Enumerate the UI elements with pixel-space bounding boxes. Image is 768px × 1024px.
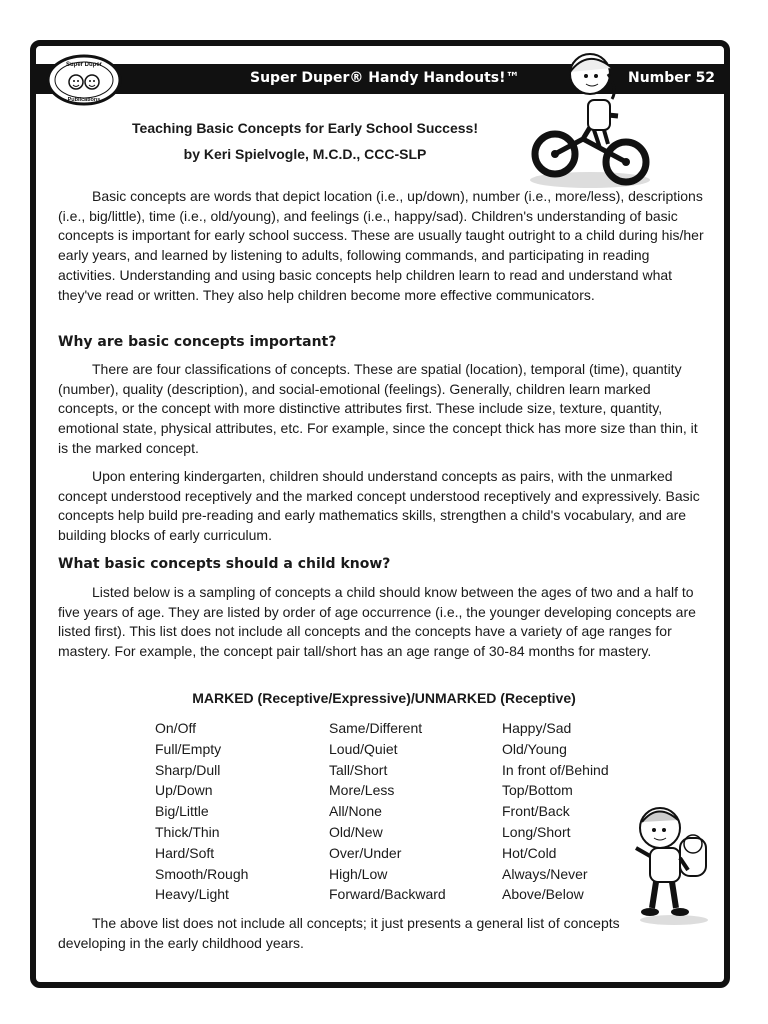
- paragraph-sampling: Listed below is a sampling of concepts a child should know between the ages of two and a half to five years of age. They are listed by order of age occurrence (i.e., the younger developing concepts are listed first). This list does not include all concepts and the concepts have a variety of age ranges for mastery. For example, the concept pair tall/short has an age range of 30-84 months for mastery.: [58, 584, 696, 660]
- concept-pair: Always/Never: [502, 865, 588, 882]
- concept-pair: High/Low: [329, 865, 388, 882]
- handout-series-title: Super Duper® Handy Handouts!™: [250, 70, 520, 86]
- concept-pair: All/None: [329, 803, 382, 820]
- concept-pair: Sharp/Dull: [155, 761, 221, 778]
- concept-column-2: [329, 718, 446, 905]
- concept-pair: Old/Young: [502, 740, 567, 757]
- concept-pair: Hot/Cold: [502, 844, 557, 861]
- concept-pair: Above/Below: [502, 886, 584, 903]
- paragraph-classifications: There are four classifications of concepts. These are spatial (location), temporal (time), quantity (number), quality (description), and social-emotional (feelings). Generally, children learn marked concepts, or the concept with more distinctive attributes first. These include size, texture, quantity, emotional state, physical attributes, etc. For example, since the concept thick has more size than thin, it is the marked concept.: [58, 361, 698, 456]
- concept-pair: In front of/Behind: [502, 761, 609, 778]
- concept-pair: Forward/Backward: [329, 886, 446, 903]
- intro-paragraph: Basic concepts are words that depict location (i.e., up/down), number (i.e., more/less), descriptions (i.e., big/little), time (i.e., old/young), and feelings (i.e., happy/sad). Children's understanding of basic concepts is important for early school success. These are usually taught outright to a child during his/her early years, and learned by listening to adults, following commands, and participating in reading activities. Understanding and using basic concepts help children learn to read and understand what they've read or written. They also help children become more effective communicators.: [58, 188, 704, 303]
- closing-paragraph: The above list does not include all concepts; it just presents a general list of concepts developing in the early childhood years.: [58, 915, 620, 951]
- concept-pair: Long/Short: [502, 823, 571, 840]
- concept-pair: Smooth/Rough: [155, 865, 249, 882]
- svg-text:Super Duper: Super Duper: [65, 62, 103, 68]
- concept-pair: Hard/Soft: [155, 844, 215, 861]
- paragraph-kindergarten: Upon entering kindergarten, children should understand concepts as pairs, with the unmarked concept understood receptively and the marked concept understood receptively and expressively. Basic concepts help build pre-reading and early mathematics skills, strengthen a child's vocabulary, and are building blocks of early curriculum.: [58, 468, 700, 544]
- concept-pair: Front/Back: [502, 803, 570, 820]
- concept-column-3: [502, 718, 609, 905]
- section-heading-importance: Why are basic concepts important?: [58, 334, 337, 350]
- concept-pair: Same/Different: [329, 720, 423, 736]
- concept-pair: Big/Little: [155, 803, 209, 820]
- concept-pair: Happy/Sad: [502, 720, 572, 736]
- concept-pair: Tall/Short: [329, 761, 388, 778]
- concept-pair: Over/Under: [329, 844, 402, 861]
- concept-pair: Top/Bottom: [502, 782, 573, 799]
- child-hiker-illustration: [630, 800, 714, 926]
- concept-column-1: [155, 718, 248, 905]
- concept-pair: Up/Down: [155, 782, 213, 799]
- super-duper-logo: [46, 54, 122, 106]
- concept-pair: Full/Empty: [155, 740, 222, 757]
- concept-list-heading: MARKED (Receptive/Expressive)/UNMARKED (Receptive): [192, 690, 576, 706]
- article-title: Teaching Basic Concepts for Early School Success!: [132, 120, 478, 136]
- svg-text:Publications: Publications: [67, 97, 101, 103]
- concept-pair: More/Less: [329, 782, 395, 799]
- concept-pair: Thick/Thin: [155, 823, 220, 840]
- concept-pair: Heavy/Light: [155, 886, 229, 903]
- article-author: by Keri Spielvogle, M.C.D., CCC-SLP: [183, 146, 427, 162]
- concept-pair: Loud/Quiet: [329, 740, 398, 757]
- handout-number: Number 52: [628, 70, 716, 86]
- section-heading-concepts: What basic concepts should a child know?: [58, 556, 391, 572]
- concept-pair: Old/New: [329, 823, 383, 840]
- child-on-bicycle-illustration: [528, 44, 658, 190]
- concept-pair: On/Off: [155, 720, 196, 736]
